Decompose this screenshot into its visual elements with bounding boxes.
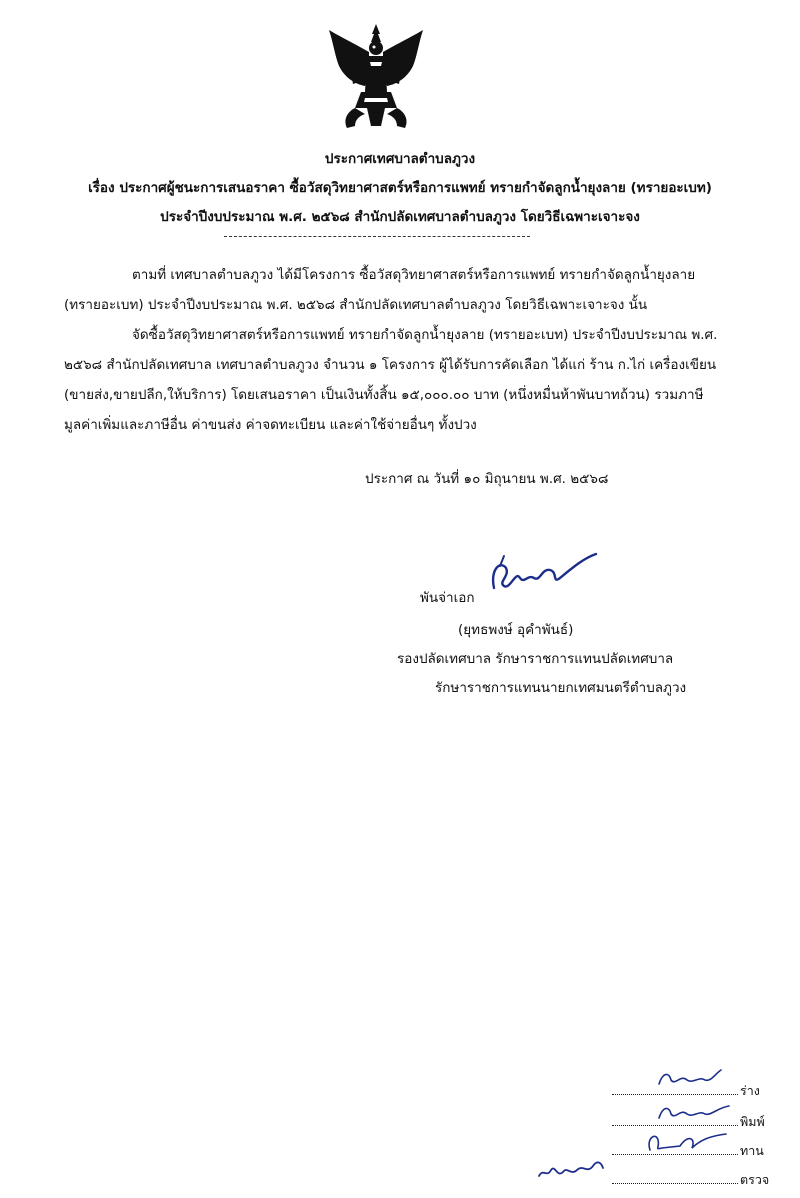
signatory-position1: รองปลัดเทศบาล รักษาราชการแทนปลัดเทศบาล: [397, 651, 674, 667]
footer-row-draft: [612, 1081, 760, 1101]
check-initials-icon: [535, 1156, 607, 1186]
footer-row-check: [612, 1170, 769, 1190]
announcement-subject-line2: ประจำปีงบประมาณ พ.ศ. ๒๕๖๘ สำนักปลัดเทศบาลตำบลภูวง โดยวิธีเฉพาะเจาะจง: [160, 209, 640, 225]
signatory-position2: รักษาราชการแทนนายกเทศมนตรีตำบลภูวง: [435, 680, 687, 696]
announcement-subject: เรื่อง ประกาศผู้ชนะการเสนอราคา ซื้อวัสดุวิทยาศาสตร์หรือการแพทย์ ทรายกำจัดลูกน้ำยุงลาย (ทรายอะเบท): [88, 180, 712, 196]
body-paragraph1-line2: (ทรายอะเบท) ประจำปีงบประมาณ พ.ศ. ๒๕๖๘ สำนักปลัดเทศบาลตำบลภูวง โดยวิธีเฉพาะเจาะจง นั้น: [64, 297, 648, 313]
footer-print-label: พิมพ์: [740, 1114, 765, 1129]
footer-row-verify: [612, 1141, 764, 1161]
dotted-line: [612, 1094, 738, 1095]
body-paragraph2-line1: จัดซื้อวัสดุวิทยาศาสตร์หรือการแพทย์ ทรายกำจัดลูกน้ำยุงลาย (ทรายอะเบท) ประจำปีงบประมาณ พ.ศ.: [132, 327, 718, 343]
body-paragraph1-line1: ตามที่ เทศบาลตำบลภูวง ได้มีโครงการ ซื้อวัสดุวิทยาศาสตร์หรือการแพทย์ ทรายกำจัดลูกน้ำยุงลาย: [132, 267, 696, 283]
body-paragraph2-line2: ๒๕๖๘ สำนักปลัดเทศบาล เทศบาลตำบลภูวง จำนวน ๑ โครงการ ผู้ได้รับการคัดเลือก ได้แก่ ร้าน ก.ไก่ เครื่องเขียน: [64, 357, 717, 373]
body-paragraph2-line3: (ขายส่ง,ขายปลีก,ให้บริการ) โดยเสนอราคา เป็นเงินทั้งสิ้น ๑๕,๐๐๐.๐๐ บาท (หนึ่งหมื่นห้าพันบาทถ้วน) รวมภาษี: [64, 387, 704, 403]
dotted-line: [612, 1154, 738, 1155]
dotted-line: [612, 1125, 738, 1126]
body-paragraph2-line4: มูลค่าเพิ่มและภาษีอื่น ค่าขนส่ง ค่าจดทะเบียน และค่าใช้จ่ายอื่นๆ ทั้งปวง: [64, 417, 477, 433]
signatory-name: (ยุทธพงษ์ อุคำพันธ์): [458, 622, 574, 638]
announcement-date: ประกาศ ณ วันที่ ๑๐ มิถุนายน พ.ศ. ๒๕๖๘: [365, 471, 609, 487]
signature-icon: [480, 548, 600, 598]
footer-check-label: ตรวจ: [740, 1172, 770, 1187]
footer-draft-label: ร่าง: [740, 1083, 760, 1098]
announcement-agency-title: ประกาศเทศบาลตำบลภูวง: [324, 151, 476, 167]
garuda-emblem-icon: [325, 22, 427, 134]
divider: [224, 236, 530, 237]
signatory-rank: พันจ่าเอก: [420, 590, 475, 606]
dotted-line: [612, 1183, 738, 1184]
footer-verify-label: ทาน: [740, 1143, 764, 1158]
